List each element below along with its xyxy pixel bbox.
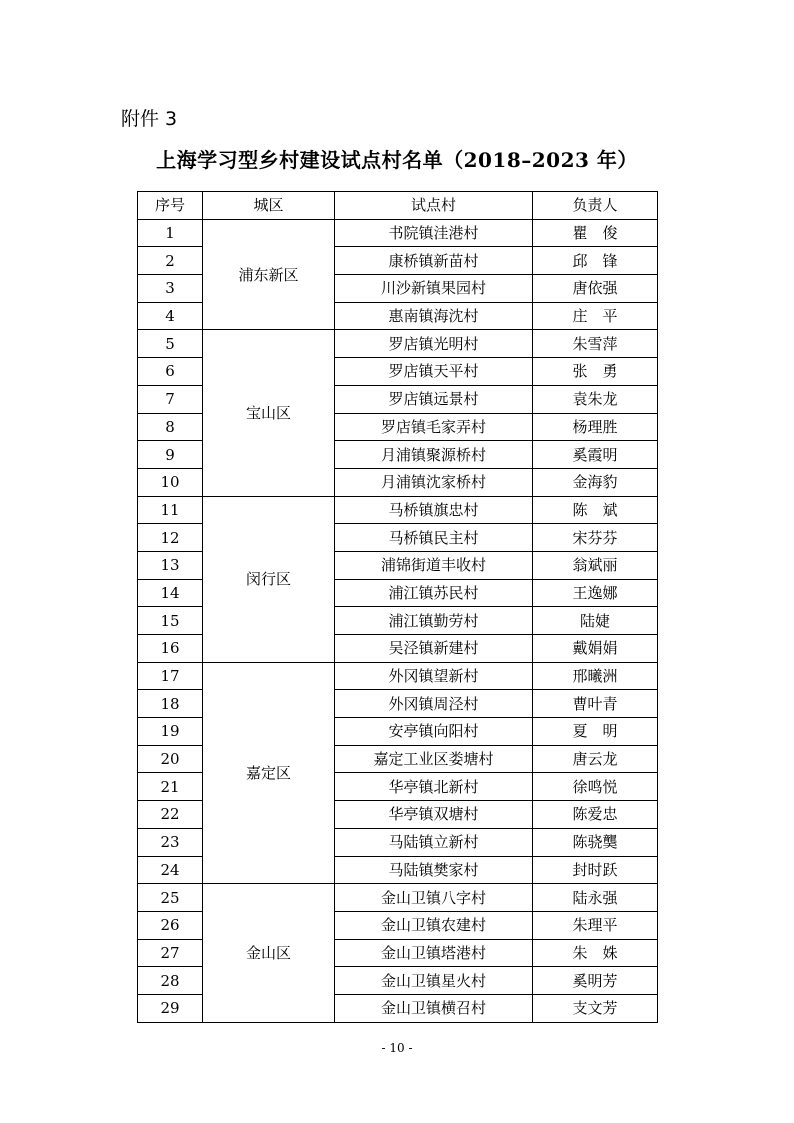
serial-number-cell: 5 [138,330,203,358]
leader-cell: 徐鸣悦 [533,773,658,801]
district-cell: 闵行区 [203,496,335,662]
village-cell: 华亭镇双塘村 [335,801,533,829]
village-cell: 浦江镇勤劳村 [335,607,533,635]
village-cell: 书院镇洼港村 [335,219,533,247]
district-cell: 浦东新区 [203,219,335,330]
village-cell: 金山卫镇横召村 [335,994,533,1022]
table-row [138,662,658,690]
serial-number-cell: 24 [138,856,203,884]
serial-number-cell: 17 [138,662,203,690]
leader-cell: 唐云龙 [533,745,658,773]
village-cell: 罗店镇远景村 [335,385,533,413]
serial-number-cell: 26 [138,911,203,939]
village-cell: 康桥镇新苗村 [335,247,533,275]
leader-cell: 朱雪萍 [533,330,658,358]
attachment-label: 附件 3 [121,108,178,130]
village-cell: 吴泾镇新建村 [335,635,533,663]
village-cell: 罗店镇光明村 [335,330,533,358]
table-row [138,330,658,358]
village-cell: 安亭镇向阳村 [335,718,533,746]
leader-cell: 杨理胜 [533,413,658,441]
leader-cell: 唐依强 [533,275,658,303]
leader-cell: 朱 姝 [533,939,658,967]
village-cell: 罗店镇天平村 [335,358,533,386]
serial-number-cell: 28 [138,967,203,995]
village-cell: 浦江镇苏民村 [335,579,533,607]
serial-number-cell: 16 [138,635,203,663]
leader-cell: 戴娟娟 [533,635,658,663]
leader-cell: 王逸娜 [533,579,658,607]
village-cell: 月浦镇聚源桥村 [335,441,533,469]
serial-number-cell: 23 [138,828,203,856]
leader-cell: 翁斌丽 [533,551,658,579]
village-cell: 马桥镇民主村 [335,524,533,552]
leader-cell: 宋芬芬 [533,524,658,552]
leader-cell: 陈骁龑 [533,828,658,856]
leader-cell: 邱 锋 [533,247,658,275]
village-cell: 川沙新镇果园村 [335,275,533,303]
table-row [138,496,658,524]
leader-cell: 夏 明 [533,718,658,746]
page-number: - 10 - [381,1041,413,1055]
village-cell: 惠南镇海沈村 [335,302,533,330]
village-cell: 外冈镇望新村 [335,662,533,690]
village-cell: 嘉定工业区娄塘村 [335,745,533,773]
serial-number-cell: 7 [138,385,203,413]
serial-number-cell: 21 [138,773,203,801]
serial-number-cell: 12 [138,524,203,552]
leader-cell: 奚明芳 [533,967,658,995]
serial-number-cell: 18 [138,690,203,718]
serial-number-cell: 4 [138,302,203,330]
table-row [138,219,658,247]
table-row [138,884,658,912]
leader-cell: 庄 平 [533,302,658,330]
district-cell: 宝山区 [203,330,335,496]
serial-number-cell: 1 [138,219,203,247]
serial-number-cell: 9 [138,441,203,469]
leader-cell: 袁朱龙 [533,385,658,413]
serial-number-cell: 8 [138,413,203,441]
document-title: 上海学习型乡村建设试点村名单（2018–2023 年） [156,148,638,172]
serial-number-cell: 27 [138,939,203,967]
serial-number-cell: 22 [138,801,203,829]
pilot-village-table [137,191,658,1023]
serial-number-cell: 10 [138,468,203,496]
village-cell: 金山卫镇星火村 [335,967,533,995]
district-cell: 金山区 [203,884,335,1022]
leader-cell: 邢曦洲 [533,662,658,690]
village-cell: 罗店镇毛家弄村 [335,413,533,441]
serial-number-cell: 25 [138,884,203,912]
serial-number-cell: 3 [138,275,203,303]
leader-cell: 朱理平 [533,911,658,939]
serial-number-cell: 20 [138,745,203,773]
header-district: 城区 [203,192,335,220]
leader-cell: 奚霞明 [533,441,658,469]
village-cell: 华亭镇北新村 [335,773,533,801]
leader-cell: 张 勇 [533,358,658,386]
village-cell: 月浦镇沈家桥村 [335,468,533,496]
village-cell: 外冈镇周泾村 [335,690,533,718]
header-pilot-village: 试点村 [335,192,533,220]
village-cell: 马陆镇立新村 [335,828,533,856]
serial-number-cell: 29 [138,994,203,1022]
leader-cell: 封时跃 [533,856,658,884]
leader-cell: 支文芳 [533,994,658,1022]
leader-cell: 金海豹 [533,468,658,496]
header-serial-number: 序号 [138,192,203,220]
village-cell: 马桥镇旗忠村 [335,496,533,524]
serial-number-cell: 13 [138,551,203,579]
village-cell: 金山卫镇塔港村 [335,939,533,967]
village-cell: 马陆镇樊家村 [335,856,533,884]
leader-cell: 陆永强 [533,884,658,912]
leader-cell: 瞿 俊 [533,219,658,247]
serial-number-cell: 14 [138,579,203,607]
table-header-row [138,192,658,220]
village-cell: 浦锦街道丰收村 [335,551,533,579]
leader-cell: 陆婕 [533,607,658,635]
serial-number-cell: 19 [138,718,203,746]
village-cell: 金山卫镇农建村 [335,911,533,939]
leader-cell: 曹叶青 [533,690,658,718]
header-person-in-charge: 负责人 [533,192,658,220]
serial-number-cell: 15 [138,607,203,635]
serial-number-cell: 6 [138,358,203,386]
leader-cell: 陈爱忠 [533,801,658,829]
district-cell: 嘉定区 [203,662,335,884]
village-cell: 金山卫镇八字村 [335,884,533,912]
serial-number-cell: 2 [138,247,203,275]
leader-cell: 陈 斌 [533,496,658,524]
serial-number-cell: 11 [138,496,203,524]
